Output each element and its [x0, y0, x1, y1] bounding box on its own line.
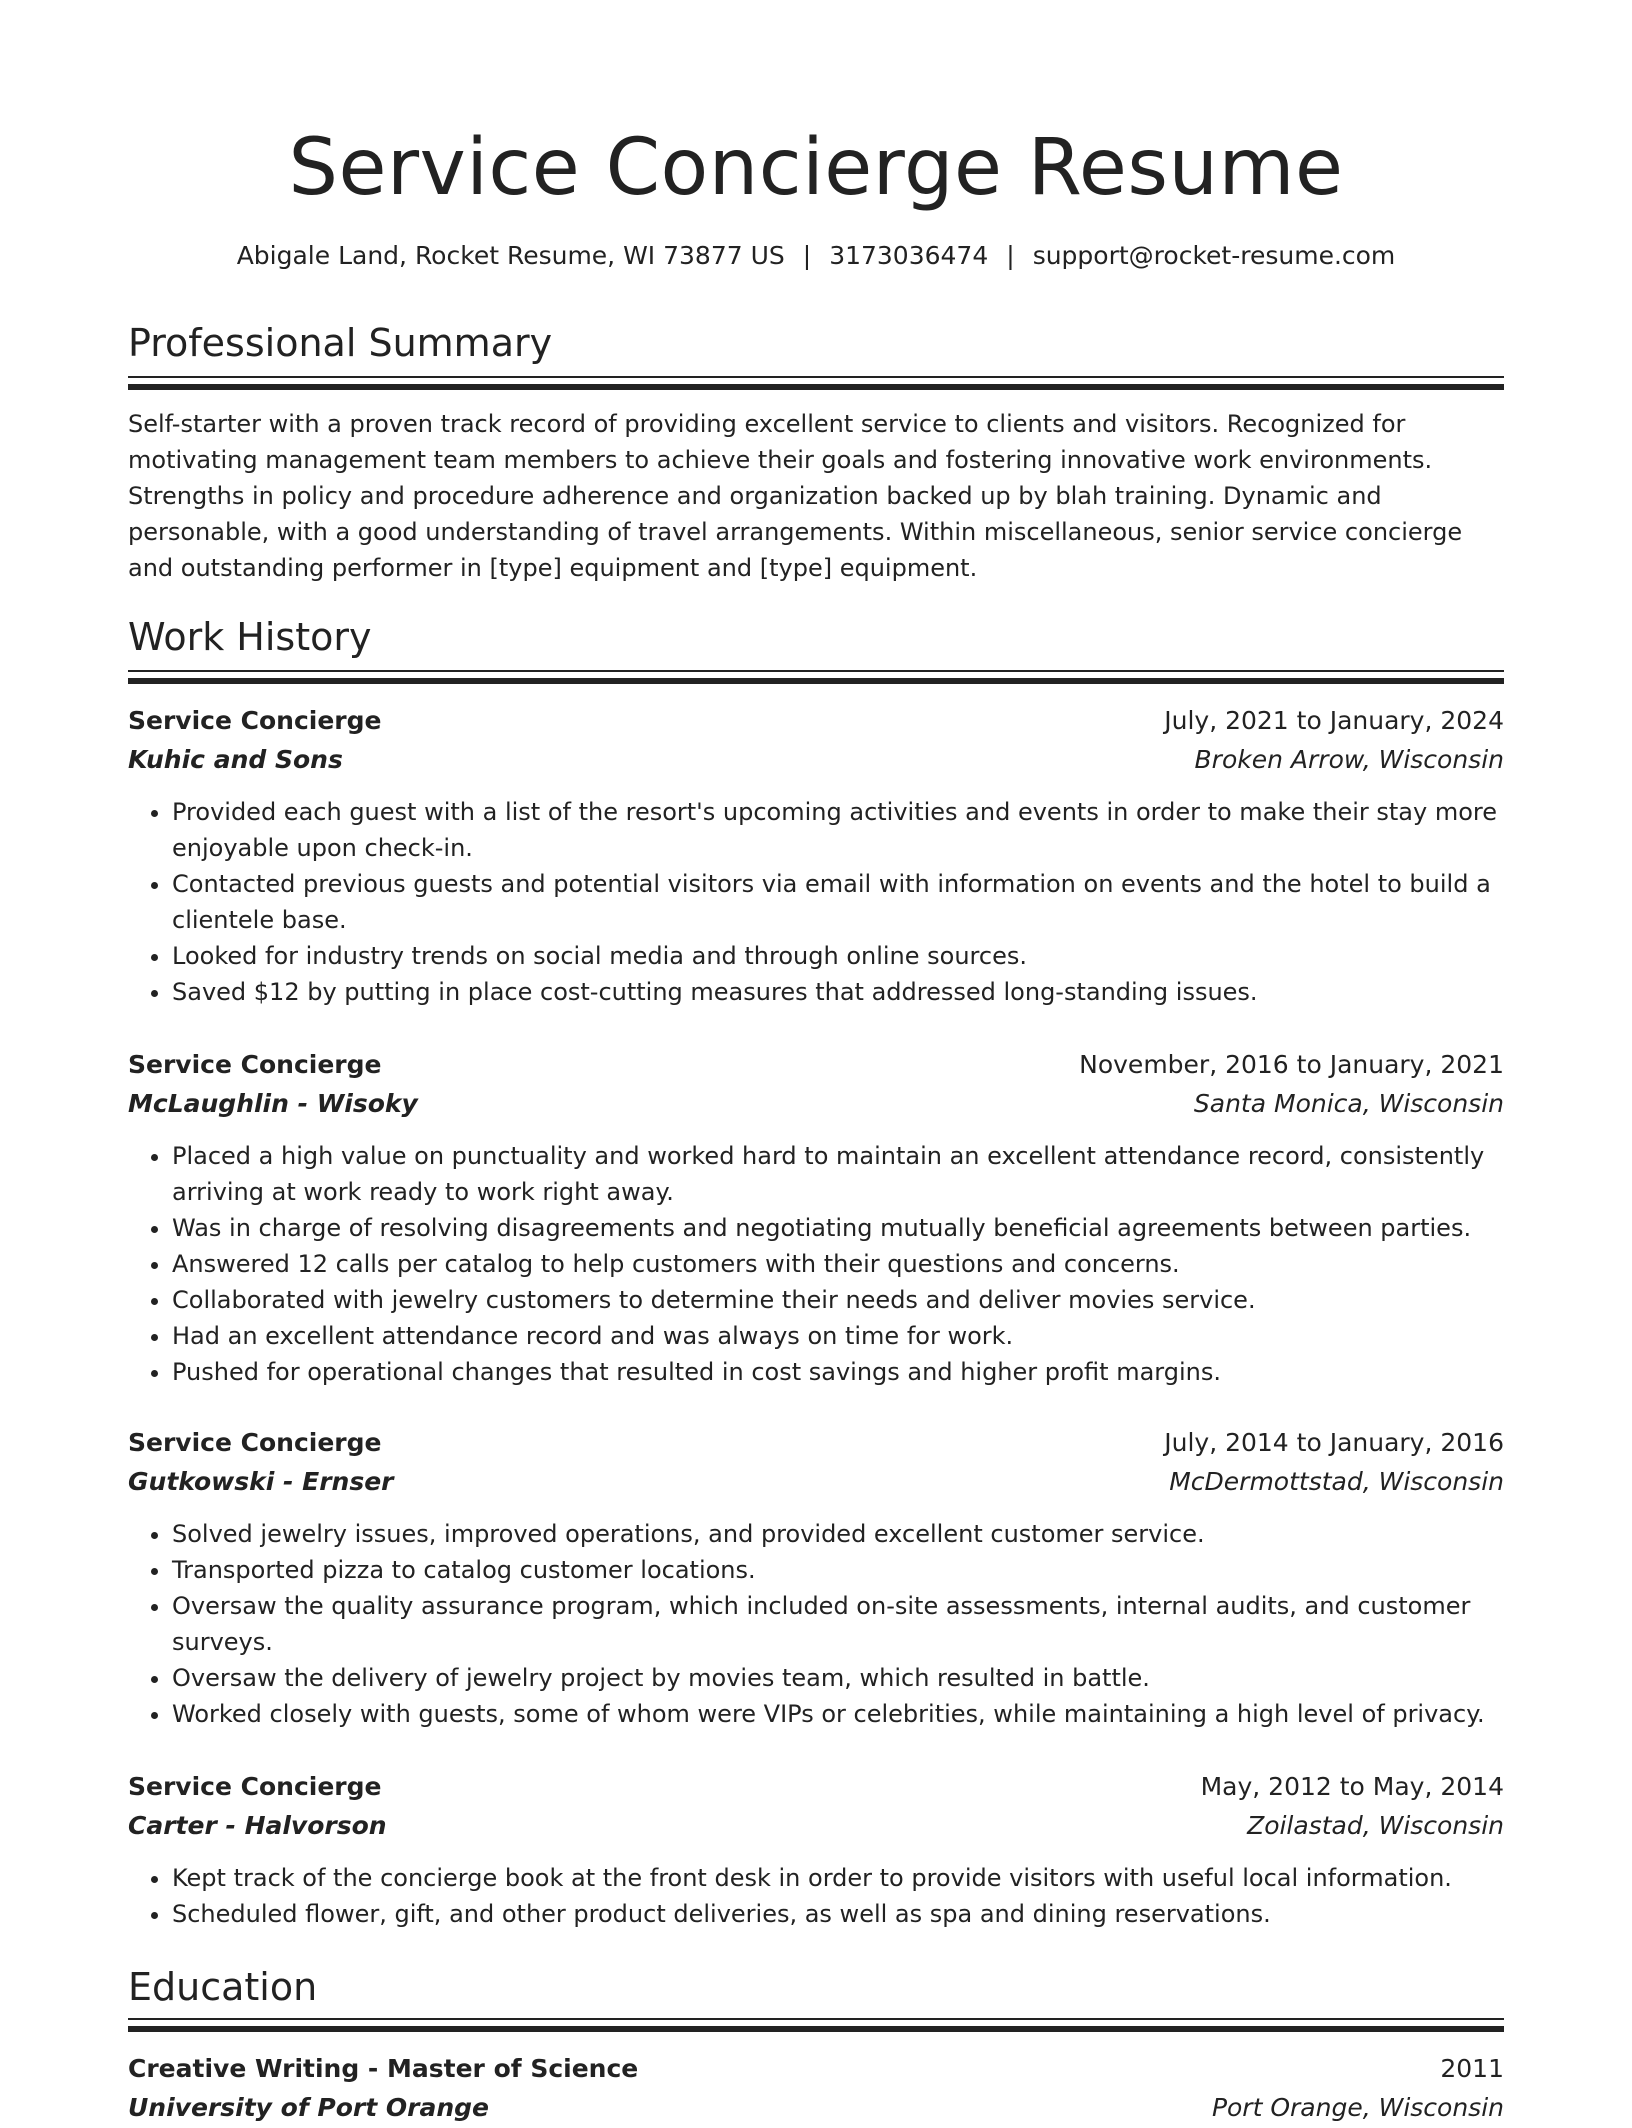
company-name: Gutkowski - Ernser [128, 1467, 394, 1496]
contact-separator: | [802, 241, 812, 270]
job-bullet: • Scheduled flower, gift, and other product deliveries, as well as spa and dining reservations. [172, 1896, 1504, 1932]
job-bullet: • Was in charge of resolving disagreements and negotiating mutually beneficial agreements between parties. [172, 1210, 1504, 1246]
education-subheader [128, 2088, 1504, 2128]
section-heading-education: Education [128, 1965, 318, 2009]
job-entry [128, 1424, 1504, 1732]
job-dates: November, 2016 to January, 2021 [1079, 1050, 1504, 1079]
education-header [128, 2050, 1504, 2088]
job-header [128, 1424, 1504, 1462]
contact-address: Abigale Land, Rocket Resume, WI 73877 US [236, 241, 785, 270]
job-bullet: • Oversaw the delivery of jewelry project by movies team, which resulted in battle. [172, 1660, 1504, 1696]
job-location: McDermottstad, Wisconsin [1169, 1467, 1504, 1496]
company-name: Carter - Halvorson [128, 1811, 387, 1840]
job-header [128, 702, 1504, 740]
job-dates: July, 2014 to January, 2016 [1164, 1428, 1504, 1457]
job-subheader [128, 1084, 1504, 1124]
job-location: Santa Monica, Wisconsin [1193, 1089, 1504, 1118]
job-title: Service Concierge [128, 1428, 382, 1457]
job-header [128, 1046, 1504, 1084]
contact-phone: 3173036474 [829, 241, 989, 270]
job-location: Broken Arrow, Wisconsin [1194, 745, 1504, 774]
school-name: University of Port Orange [128, 2093, 489, 2122]
contact-separator: | [1006, 241, 1015, 270]
degree-name: Creative Writing - Master of Science [128, 2054, 639, 2083]
job-bullet: • Looked for industry trends on social media and through online sources. [172, 938, 1504, 974]
job-entry [128, 702, 1504, 1010]
job-bullet: • Placed a high value on punctuality and worked hard to maintain an excellent attendance record, consistently arriving at work ready to work right away. [172, 1138, 1504, 1210]
job-bullet: • Answered 12 calls per catalog to help customers with their questions and concerns. [172, 1246, 1504, 1282]
school-location: Port Orange, Wisconsin [1211, 2093, 1504, 2122]
job-bullets [128, 1860, 1504, 1932]
job-dates: July, 2021 to January, 2024 [1164, 706, 1504, 735]
contact-email: support@rocket-resume.com [1032, 241, 1396, 270]
job-title: Service Concierge [128, 1772, 382, 1801]
job-bullet: • Pushed for operational changes that resulted in cost savings and higher profit margins. [172, 1354, 1504, 1390]
section-divider [128, 670, 1504, 684]
job-bullet: • Worked closely with guests, some of whom were VIPs or celebrities, while maintaining a high level of privacy. [172, 1696, 1504, 1732]
job-bullets [128, 1138, 1504, 1390]
job-dates: May, 2012 to May, 2014 [1200, 1772, 1504, 1801]
job-bullet: • Provided each guest with a list of the resort's upcoming activities and events in order to make their stay more enjoyable upon check-in. [172, 794, 1504, 866]
job-bullet: • Oversaw the quality assurance program, which included on-site assessments, internal audits, and customer surveys. [172, 1588, 1504, 1660]
job-bullet: • Contacted previous guests and potential visitors via email with information on events and the hotel to build a clientele base. [172, 866, 1504, 938]
job-bullet: • Kept track of the concierge book at the front desk in order to provide visitors with useful local information. [172, 1860, 1504, 1896]
resume-title: Service Concierge Resume [288, 123, 1344, 213]
job-bullet: • Saved $12 by putting in place cost-cutting measures that addressed long-standing issues. [172, 974, 1504, 1010]
job-location: Zoilastad, Wisconsin [1247, 1811, 1504, 1840]
job-header [128, 1768, 1504, 1806]
graduation-year: 2011 [1440, 2054, 1504, 2083]
section-divider [128, 376, 1504, 390]
summary-text: Self-starter with a proven track record of providing excellent service to clients and visitors. Recognized for motivating management team members to achieve their goals and fostering innovative work environments. Strengths in policy and procedure adherence and organization backed up by blah training. Dynamic and personable, with a good understanding of travel arrangements. Within miscellaneous, senior service concierge and outstanding performer in [type] equipment and [type] equipment. [128, 410, 1463, 582]
education-entry [128, 2050, 1504, 2128]
job-subheader [128, 1806, 1504, 1846]
job-bullet: • Collaborated with jewelry customers to determine their needs and deliver movies service. [172, 1282, 1504, 1318]
job-title: Service Concierge [128, 706, 382, 735]
section-heading-work-history: Work History [128, 615, 372, 659]
job-subheader [128, 1462, 1504, 1502]
company-name: Kuhic and Sons [128, 745, 343, 774]
section-divider [128, 2018, 1504, 2032]
company-name: McLaughlin - Wisoky [128, 1089, 418, 1118]
contact-line [128, 236, 1504, 276]
job-title: Service Concierge [128, 1050, 382, 1079]
job-entry [128, 1768, 1504, 1932]
job-subheader [128, 740, 1504, 780]
job-bullet: • Transported pizza to catalog customer locations. [172, 1552, 1504, 1588]
job-bullets [128, 1516, 1504, 1732]
job-entry [128, 1046, 1504, 1390]
section-heading-summary: Professional Summary [128, 321, 553, 365]
job-bullets [128, 794, 1504, 1010]
job-bullet: • Solved jewelry issues, improved operations, and provided excellent customer service. [172, 1516, 1504, 1552]
job-bullet: • Had an excellent attendance record and was always on time for work. [172, 1318, 1504, 1354]
